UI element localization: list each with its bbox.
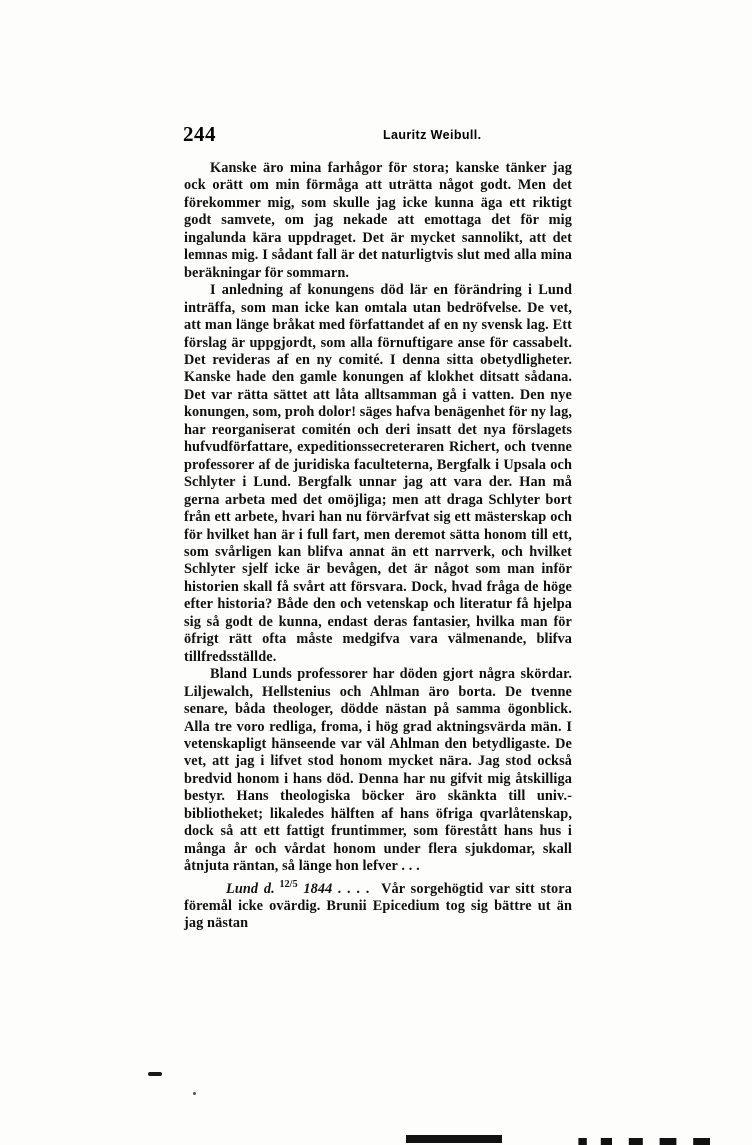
letter-dateline-fraction: 12/5 (279, 878, 298, 890)
paragraph-2 (184, 282, 572, 666)
paragraph-3 (184, 666, 572, 875)
letter-dateline-year: 1844 . . . . (303, 880, 370, 897)
running-head: Lauritz Weibull. (383, 128, 482, 142)
letter-block (184, 876, 572, 933)
footer-bar-right (570, 1138, 710, 1145)
footer-bar-left (406, 1135, 502, 1143)
paragraph-3-text: Bland Lunds professorer har döden gjort några skördar. Liljewalch, Hellstenius och Ahlman äro borta. De tvenne senare, båda theologer, dödde nästan på samma ögonblick. Alla tre voro redliga, froma, i hög grad aktningsvärda män. I vetenskapligt hänseende var väl Ahlman den betydligaste. De vet, att jag i lifvet stod honom mycket nära. Jag stod också bredvid honom i hans död. Denna har nu gifvit mig åtskilliga bestyr. Hans theologiska böcker äro skänkta till univ.-bibliotheket; likaledes hälften af hans öfriga qvarlåtenskap, dock så att ett fattigt fruntimmer, som förestått hans hus i många år och vårdat honom under flera sjukdomar, skall åtnjuta räntan, så länge hon lefver . . . (184, 666, 572, 875)
margin-mark-dash (148, 1072, 162, 1076)
paragraph-1 (184, 160, 572, 282)
page-header (183, 122, 603, 144)
body-text-column (184, 160, 572, 933)
paragraph-1-text: Kanske äro mina farhågor för stora; kanske tänker jag ock orätt om min förmåga att uträtta något godt. Men det förekommer mig, som skulle jag icke kunna äga ett riktigt godt samvete, om jag nekade att emottaga det för mig ingalunda kära uppdraget. Det är mycket sannolikt, att det lemnas mig. I sådant fall är det naturligtvis slut med alla mina beräkningar för sommarn. (184, 160, 572, 281)
margin-mark-dot (193, 1092, 196, 1095)
paragraph-2-text: I anledning af konungens död lär en förändring i Lund inträffa, som man icke kan omtala utan bedröfvelse. De vet, att man länge bråkat med författandet af en ny svensk lag. Ett förslag är uppgjordt, som alla förnuftigare anse för cassabelt. Det revideras af en ny comité. I denna sitta obetydligheter. Kanske hade den gamle konungen af klokhet ditsatt sådana. Det var rätta sättet att låta alltsamman gå i vatten. Den nye konungen, som, proh dolor! säges hafva benägenhet för ny lag, har reorganiserat comitén och deri insatt det nya förslagets hufvudförfattare, expeditionssecreteraren Richert, och tvenne professorer af de juridiska faculteterna, Bergfalk i Upsala och Schlyter i Lund. Bergfalk unnar jag att vara der. Han må gerna arbeta med det omöjliga; men att draga Schlyter bort från ett arbete, hvari han nu förvärfvat sig ett mästerskap och för hvilket han är i full fart, men deremot sätta honom till ett, som svårligen kan blifva annat än ett narrverk, och hvilket Schlyter sjelf icke är bevågen, det är något som man inför historien skall få svårt att försvara. Dock, hvad fråga de höge efter historia? Både den och vetenskap och literatur få hjelpa sig så godt de kunna, endast deras fantasier, hvilka man för öfrigt rätt ofta måste medgifva vara välmenande, blifva tillfredsställde. (184, 282, 572, 665)
letter-dateline-place: Lund d. (226, 880, 275, 897)
page-number: 244 (183, 122, 216, 146)
letter-text: Vår sorgehögtid var sitt stora föremål icke ovärdig. Brunii Epicedium tog sig bättre ut än jag nästan (184, 880, 573, 932)
